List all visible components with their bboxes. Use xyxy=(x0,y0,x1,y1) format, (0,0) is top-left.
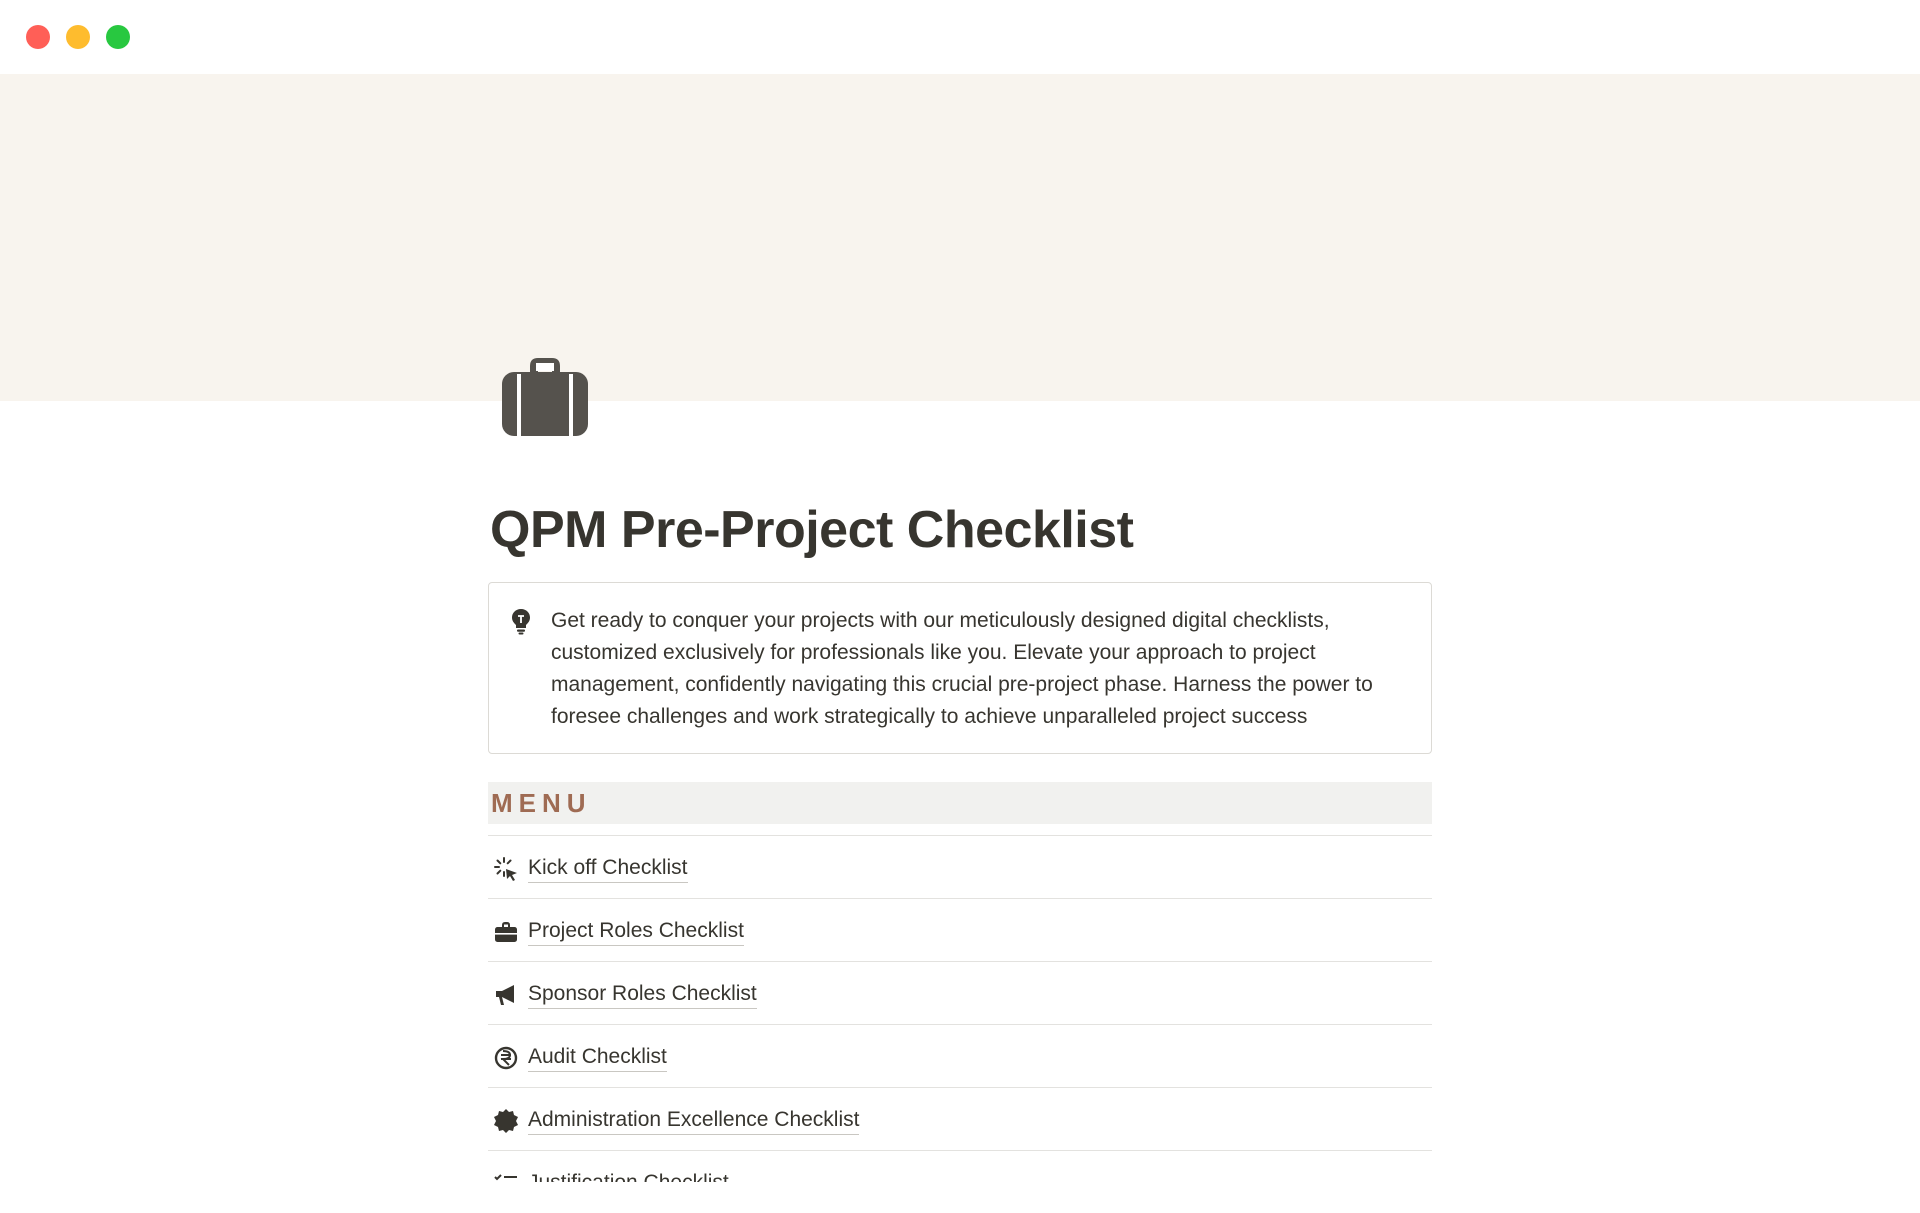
menu-item-administration-excellence-checklist[interactable] xyxy=(488,1087,1432,1150)
menu-heading[interactable]: MENU xyxy=(488,782,1432,824)
window-minimize-button[interactable] xyxy=(66,25,90,49)
menu-item-label[interactable]: Audit Checklist xyxy=(528,1043,667,1072)
window-titlebar xyxy=(0,0,1920,74)
callout-block[interactable] xyxy=(488,582,1432,754)
menu-item-kick-off-checklist[interactable] xyxy=(488,835,1432,898)
page-cover[interactable] xyxy=(0,74,1920,401)
menu-item-project-roles-checklist[interactable] xyxy=(488,898,1432,961)
menu-item-label[interactable]: Project Roles Checklist xyxy=(528,917,744,946)
menu-list xyxy=(488,835,1432,1213)
badge-icon xyxy=(493,1108,519,1134)
megaphone-icon xyxy=(493,982,519,1008)
sparkle-cursor-icon xyxy=(493,856,519,882)
callout-text[interactable]: Get ready to conquer your projects with our meticulously designed digital checklists, customized exclusively for professionals like you. Elevate your approach to project management, confidently navigating this crucial pre-project phase. Harness the power to foresee challenges and work strategically to achieve unparalleled project success xyxy=(551,609,1373,728)
window-maximize-button[interactable] xyxy=(106,25,130,49)
currency-icon xyxy=(493,1045,519,1071)
menu-item-label[interactable]: Kick off Checklist xyxy=(528,854,688,883)
page-title[interactable]: QPM Pre-Project Checklist xyxy=(490,501,1134,559)
menu-item-label[interactable]: Sponsor Roles Checklist xyxy=(528,980,757,1009)
briefcase-icon xyxy=(493,919,519,945)
window-close-button[interactable] xyxy=(26,25,50,49)
viewport-bottom-edge xyxy=(0,1182,1920,1200)
menu-item-sponsor-roles-checklist[interactable] xyxy=(488,961,1432,1024)
menu-item-audit-checklist[interactable] xyxy=(488,1024,1432,1087)
lightbulb-icon[interactable] xyxy=(509,607,533,635)
menu-item-label[interactable]: Administration Excellence Checklist xyxy=(528,1106,859,1135)
briefcase-icon[interactable] xyxy=(500,354,590,438)
